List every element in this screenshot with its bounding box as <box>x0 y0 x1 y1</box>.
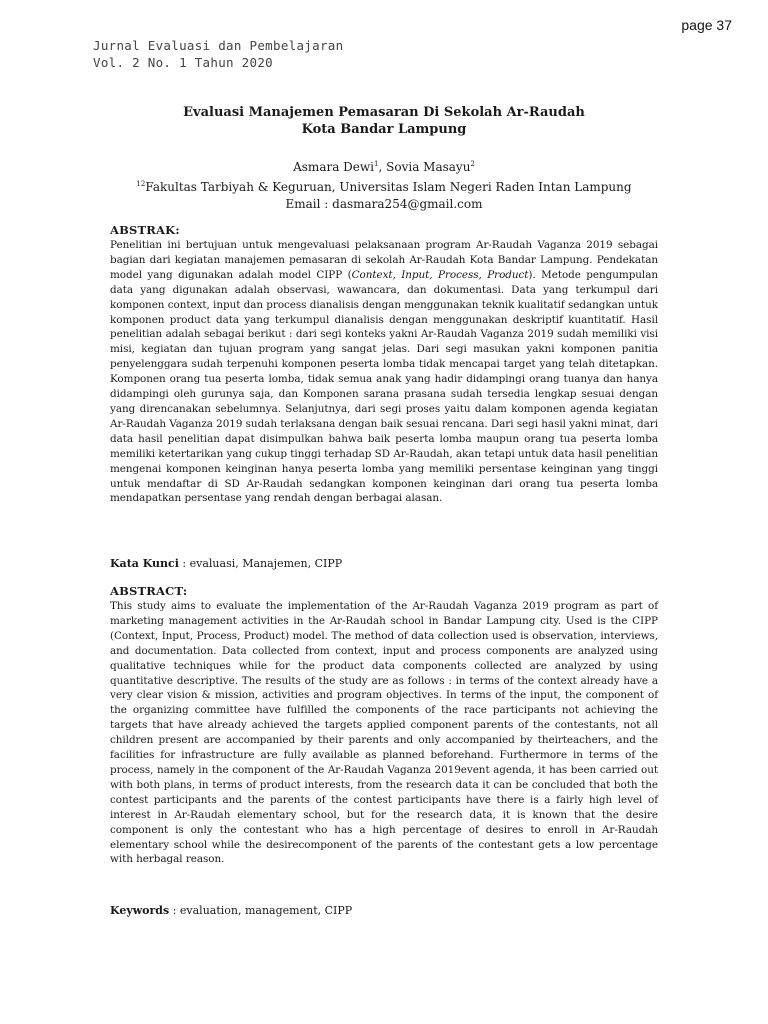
page-number: page 37 <box>681 17 732 33</box>
keywords-text: : evaluation, management, CIPP <box>169 904 353 917</box>
abstract-section <box>110 584 658 867</box>
author-block <box>110 156 658 213</box>
abstract-heading: ABSTRACT: <box>110 584 188 598</box>
author-1: Asmara Dewi <box>293 160 375 174</box>
kata-kunci-label: Kata Kunci <box>110 557 179 570</box>
abstrak-heading: ABSTRAK: <box>110 223 180 237</box>
abstrak-body <box>110 238 658 506</box>
journal-header <box>93 37 343 71</box>
affiliation-text: Fakultas Tarbiyah & Keguruan, Universitas Islam Negeri Raden Intan Lampung <box>145 180 632 194</box>
abstrak-section <box>110 223 658 506</box>
keywords <box>110 903 658 918</box>
author-separator: , <box>378 160 387 174</box>
abstrak-text-part-1: Penelitian ini bertujuan untuk mengevaluasi pelaksanaan program Ar-Raudah Vaganza 2019 sebagai bagian dari kegiatan manajemen pemasaran di sekolah Ar-Raudah Kota Bandar Lampung. Pendekatan model yang digunakan adalah model CIPP ( <box>110 239 658 281</box>
author-email: Email : dasmara254@gmail.com <box>285 197 483 211</box>
author-names <box>110 156 658 176</box>
journal-name: Jurnal Evaluasi dan Pembelajaran <box>93 38 344 53</box>
journal-volume: Vol. 2 No. 1 Tahun 2020 <box>93 55 273 70</box>
abstract-body: This study aims to evaluate the implementation of the Ar-Raudah Vaganza 2019 program as part of marketing management activities in the Ar-Raudah school in Bandar Lampung city. Used is the CIPP (Context, Input, Process, Product) model. The method of data collection used is observation, interviews, and documentation. Data collected from context, input and process components are analyzed using qualitative techniques while for the product data components collected are analyzed by using quantitative descriptive. The results of the study are as follows : in terms of the context already have a very clear vision & mission, activities and program objectives. In terms of the input, the component of the organizing committee have fulfilled the components of the race participants not achieving the targets that have already achieved the targets applied component parents of the contestants, not all children present are accompanied by their parents and only accompanied by theirteachers, and the facilities for infrastructure are fully available as planned beforehand. Furthermore in terms of the process, namely in the component of the Ar-Raudah Vaganza 2019event agenda, it has been carried out with both plans, in terms of product interests, from the research data it can be concluded that both the contest participants and the parents of the contest participants have there is a fairly high level of interest in Ar-Raudah elementary school, but for the research data, it is known that the desire component is only the contestant who has a high percentage of desires to enroll in Ar-Raudah elementary school while the desirecomponent of the parents of the contestant gets a low percentage with herbagal reason. <box>110 600 658 866</box>
affiliation <box>110 176 658 196</box>
affiliation-marks: 12 <box>136 180 146 188</box>
abstrak-italic-cipp: Context, Input, Process, Product <box>351 268 529 281</box>
kata-kunci <box>110 556 658 571</box>
title-line-1: Evaluasi Manajemen Pemasaran Di Sekolah Ar-Raudah <box>183 105 585 120</box>
author-2: Sovia Masayu <box>386 160 471 174</box>
author-2-affil-mark: 2 <box>470 160 475 168</box>
paper-title <box>110 104 658 138</box>
abstrak-text-part-2: ). Metode pengumpulan data yang digunakan adalah observasi, wawancara, dan dokumentasi. Data yang terkumpul dari komponen context, input dan process dianalisis dengan menggunakan teknik kualitatif sedangkan untuk komponen product data yang terkumpul dianalisis dengan menggunakan deskriptif kuantitatif. Hasil penelitian adalah sebagai berikut : dari segi konteks yakni Ar-Raudah Vaganza 2019 sudah memiliki visi misi, kegiatan dan tujuan program yang sangat jelas. Dari segi masukan yakni komponen panitia penyelenggara sudah terpenuhi komponen peserta lomba tidak mencapai target yang telah ditetapkan. Komponen orang tua peserta lomba, tidak semua anak yang hadir didampingi orang tuanya dan hanya didampingi oleh gurunya saja, dan Komponen sarana prasana sudah tersedia lengkap sesuai dengan yang direncanakan sebelumnya. Selanjutnya, dari segi proses yaitu dalam komponen agenda kegiatan Ar-Raudah Vaganza 2019 sudah terlaksana dengan baik sesuai rencana. Dari segi hasil yakni minat, dari data hasil penelitian dapat disimpulkan bahwa baik peserta lomba maupun orang tua peserta lomba memiliki ketertarikan yang cukup tinggi terhadap SD Ar-Raudah, akan tetapi untuk data hasil penelitian mengenai komponen keinginan hanya peserta lomba yang memiliki persentase keinginan yang tinggi untuk mendaftar di SD Ar-Raudah sedangkan komponen keinginan dari orang tua peserta lomba mendapatkan persentase yang rendah dengan berbagai alasan. <box>110 268 658 505</box>
title-line-2: Kota Bandar Lampung <box>301 122 467 137</box>
kata-kunci-text: : evaluasi, Manajemen, CIPP <box>178 557 343 570</box>
author-1-affil-mark: 1 <box>374 160 379 168</box>
keywords-label: Keywords <box>110 904 170 917</box>
